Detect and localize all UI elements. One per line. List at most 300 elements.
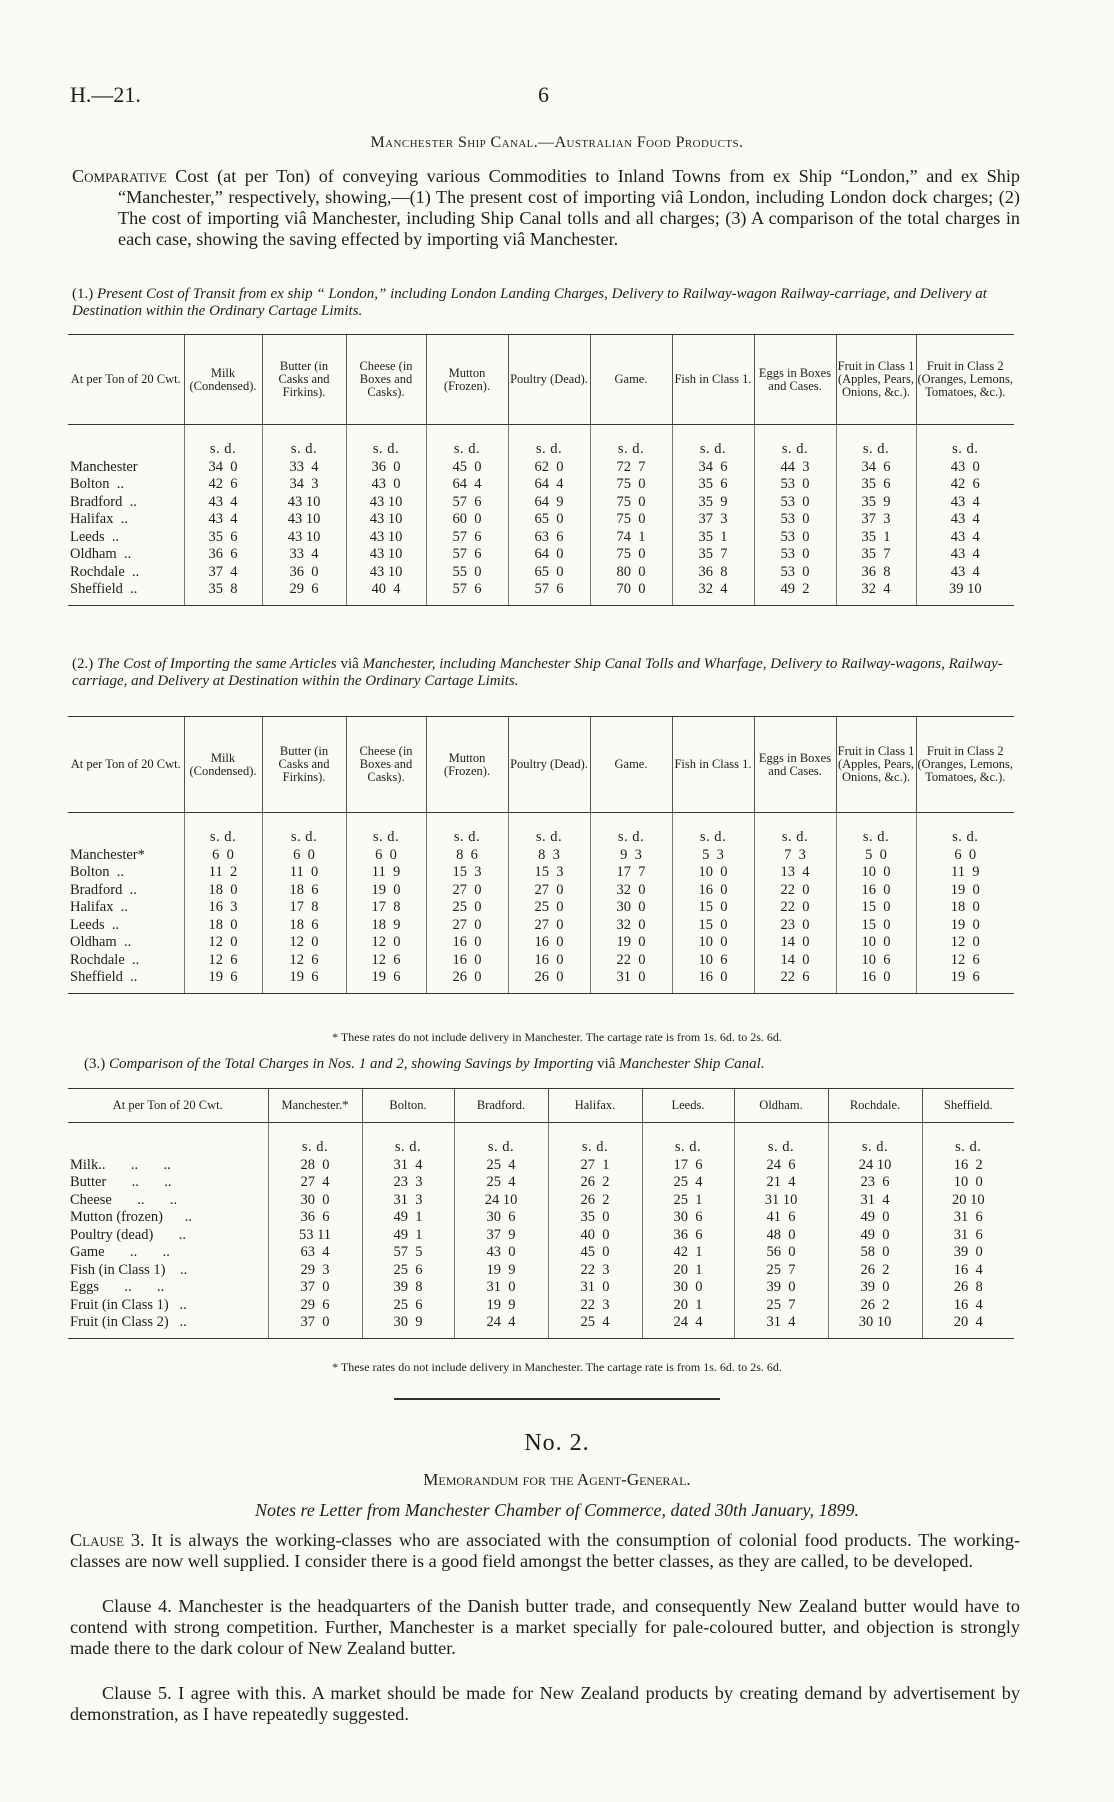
table3-cell: 16 4 <box>922 1297 1014 1315</box>
table3-cell: 23 6 <box>828 1174 922 1192</box>
table1-cell: 36 8 <box>672 564 754 582</box>
table1-cell: 53 0 <box>754 511 836 529</box>
table1-cell: 63 6 <box>508 529 590 547</box>
table2-row-label: Bradford .. <box>70 881 137 898</box>
table3-cell: 24 10 <box>454 1192 548 1210</box>
table1-cell: 57 6 <box>426 529 508 547</box>
table-row <box>68 1244 1014 1262</box>
table2-cell: 17 7 <box>590 864 672 882</box>
table3-unit-cell: s. d. <box>548 1123 642 1157</box>
table2-cell: 19 0 <box>916 917 1014 935</box>
table1-header-2: Butter (in Casks and Firkins). <box>262 335 346 425</box>
table3-cell: 48 0 <box>734 1227 828 1245</box>
table3-cell: 31 3 <box>362 1192 454 1210</box>
table-row <box>68 529 1014 547</box>
table3-header-3: Bradford. <box>454 1089 548 1123</box>
table1-cell: 34 3 <box>262 476 346 494</box>
table1-header-0: At per Ton of 20 Cwt. <box>68 335 184 425</box>
table2-cell: 9 3 <box>590 847 672 865</box>
table2-cell: 14 0 <box>754 934 836 952</box>
table2-cell: 10 0 <box>672 934 754 952</box>
table3-cell: 45 0 <box>548 1244 642 1262</box>
table3-cell: 58 0 <box>828 1244 922 1262</box>
table2-cell: 27 0 <box>426 882 508 900</box>
table3-cell: 37 0 <box>268 1314 362 1338</box>
table1-cell: 45 0 <box>426 459 508 477</box>
table1-cell: 80 0 <box>590 564 672 582</box>
table3-header-0: At per Ton of 20 Cwt. <box>68 1089 268 1123</box>
table2-cell: 7 3 <box>754 847 836 865</box>
table2-cell: 8 6 <box>426 847 508 865</box>
table3-row-label: Cheese .. .. <box>70 1191 178 1208</box>
table-row <box>68 1297 1014 1315</box>
table2-header-3: Cheese (in Boxes and Casks). <box>346 717 426 813</box>
table3-row-label: Milk.. .. .. <box>70 1156 171 1173</box>
clause-3 <box>70 1530 1020 1572</box>
table1-cell: 43 4 <box>916 546 1014 564</box>
table2-cell: 19 0 <box>916 882 1014 900</box>
table3-cell: 31 0 <box>548 1279 642 1297</box>
table3-cell: 16 2 <box>922 1157 1014 1175</box>
table1-cell: 64 4 <box>508 476 590 494</box>
table2-cell: 6 0 <box>184 847 262 865</box>
table3-cell: 63 4 <box>268 1244 362 1262</box>
intro-text: Cost (at per Ton) of conveying various Commodities to Inland Towns from ex Ship “London,” and ex Ship “Manchester,” respectively, showing,—(1) The present cost of importing viâ London, including London dock charges; (2) The cost of importing viâ Manchester, including Ship Canal tolls and all charges; (3) A comparison of the total charges in each case, showing the saving effected by importing viâ Manchester. <box>118 166 1021 249</box>
table1-unit-cell: s. d. <box>184 425 262 459</box>
table2-cell: 15 0 <box>672 917 754 935</box>
table1-unit-cell: s. d. <box>508 425 590 459</box>
table3-cell: 24 10 <box>828 1157 922 1175</box>
table1-cell: 75 0 <box>590 476 672 494</box>
table2-row-label: Oldham .. <box>70 934 132 950</box>
table2-cell: 16 0 <box>672 969 754 993</box>
table3-header-7: Rochdale. <box>828 1089 922 1123</box>
section-heading-no2: No. 2. <box>524 1430 590 1456</box>
table1-unit-cell: s. d. <box>836 425 916 459</box>
table3-cell: 19 9 <box>454 1262 548 1280</box>
table1-cell: 74 1 <box>590 529 672 547</box>
table3-cell: 37 9 <box>454 1227 548 1245</box>
table2-cell: 19 0 <box>346 882 426 900</box>
table3-cell: 25 7 <box>734 1262 828 1280</box>
table-row <box>68 1192 1014 1210</box>
table2-cell: 5 0 <box>836 847 916 865</box>
table2-caption-text-a: The Cost of Importing the same Articles <box>97 656 337 672</box>
table3-unit-cell: s. d. <box>828 1123 922 1157</box>
notes-heading: Notes re Letter from Manchester Chamber of Commerce, dated 30th January, 1899. <box>255 1500 859 1520</box>
table3-cell: 25 6 <box>362 1297 454 1315</box>
clause-4: Clause 4. Manchester is the headquarters of the Danish butter trade, and consequently New Zealand butter would have to contend with strong competition. Further, Manchester is a market specially for pale-coloured butter, and objection is strongly made there to the dark colour of New Zealand butter. <box>70 1596 1020 1658</box>
table2-cell: 15 3 <box>508 864 590 882</box>
table2-cell: 13 4 <box>754 864 836 882</box>
table1-cell: 65 0 <box>508 511 590 529</box>
table1-cell: 35 9 <box>836 494 916 512</box>
table2-unit-cell: s. d. <box>836 813 916 847</box>
table2-cell: 6 0 <box>262 847 346 865</box>
table1-cell: 37 4 <box>184 564 262 582</box>
table1-cell: 43 4 <box>916 564 1014 582</box>
table3-cell: 27 4 <box>268 1174 362 1192</box>
table-row <box>68 511 1014 529</box>
table1-cell: 35 6 <box>672 476 754 494</box>
table3-cell: 53 11 <box>268 1227 362 1245</box>
table1-unit-cell: s. d. <box>426 425 508 459</box>
table2-cell: 10 6 <box>672 952 754 970</box>
table2-cell: 25 0 <box>508 899 590 917</box>
table1-cell: 35 1 <box>836 529 916 547</box>
table3-cell: 29 3 <box>268 1262 362 1280</box>
table1-header-1: Milk (Condensed). <box>184 335 262 425</box>
table2-cell: 19 6 <box>346 969 426 993</box>
table2-cell: 11 9 <box>346 864 426 882</box>
table3-cell: 26 8 <box>922 1279 1014 1297</box>
table1-cell: 43 10 <box>262 494 346 512</box>
table1-header-4: Mutton (Frozen). <box>426 335 508 425</box>
table-present-cost-london <box>68 334 1014 606</box>
table1-cell: 37 3 <box>836 511 916 529</box>
table2-cell: 31 0 <box>590 969 672 993</box>
table2-cell: 27 0 <box>426 917 508 935</box>
table1-row-label: Manchester <box>70 458 138 475</box>
clause-3-lead: Clause <box>70 1530 125 1550</box>
table1-cell: 32 4 <box>672 581 754 605</box>
table1-cell: 53 0 <box>754 546 836 564</box>
table3-unit-cell: s. d. <box>642 1123 734 1157</box>
table2-cell: 16 0 <box>426 952 508 970</box>
table1-header-row <box>68 335 1014 425</box>
table1-cell: 32 4 <box>836 581 916 605</box>
table3-header-1: Manchester.* <box>268 1089 362 1123</box>
table1-cell: 43 10 <box>346 546 426 564</box>
table3-cell: 30 0 <box>642 1279 734 1297</box>
table2-cell: 32 0 <box>590 882 672 900</box>
table2-cell: 12 6 <box>262 952 346 970</box>
table2-cell: 16 3 <box>184 899 262 917</box>
table2-header-5: Poultry (Dead). <box>508 717 590 813</box>
table1-cell: 43 4 <box>916 529 1014 547</box>
table1-cell: 43 10 <box>346 529 426 547</box>
table3-header-5: Leeds. <box>642 1089 734 1123</box>
table-row <box>68 546 1014 564</box>
table1-cell: 75 0 <box>590 546 672 564</box>
table1-header-10: Fruit in Class 2 (Oranges, Lemons, Tomatoes, &c.). <box>916 335 1014 425</box>
table3-cell: 31 4 <box>734 1314 828 1338</box>
table3-cell: 31 10 <box>734 1192 828 1210</box>
table-row <box>68 1174 1014 1192</box>
table2-cell: 16 0 <box>836 882 916 900</box>
table2-caption <box>72 656 1020 690</box>
table2-cell: 12 0 <box>346 934 426 952</box>
table-row <box>68 1227 1014 1245</box>
table3-unit-cell: s. d. <box>454 1123 548 1157</box>
table3-header-4: Halifax. <box>548 1089 642 1123</box>
table3-footnote: * These rates do not include delivery in Manchester. The cartage rate is from 1s. 6d. to 2s. 6d. <box>332 1360 782 1374</box>
table1-row-label: Bradford .. <box>70 493 137 510</box>
table1-header-3: Cheese (in Boxes and Casks). <box>346 335 426 425</box>
table3-cell: 36 6 <box>642 1227 734 1245</box>
table-row <box>68 864 1014 882</box>
table2-unit-cell: s. d. <box>916 813 1014 847</box>
table1-cell: 44 3 <box>754 459 836 477</box>
table3-cell: 26 2 <box>548 1192 642 1210</box>
table3-cell: 49 0 <box>828 1209 922 1227</box>
table1-cell: 42 6 <box>184 476 262 494</box>
table3-row-label: Fruit (in Class 2) .. <box>68 1314 268 1338</box>
table2-cell: 19 0 <box>590 934 672 952</box>
table1-cell: 57 6 <box>426 494 508 512</box>
table1-cell: 57 6 <box>426 581 508 605</box>
table3-cell: 24 4 <box>642 1314 734 1338</box>
table3-cell: 24 4 <box>454 1314 548 1338</box>
table-row <box>68 952 1014 970</box>
table2-cell: 26 0 <box>508 969 590 993</box>
table2-cell: 12 6 <box>184 952 262 970</box>
table2-cell: 19 6 <box>916 969 1014 993</box>
table1-cell: 75 0 <box>590 494 672 512</box>
table2-cell: 8 3 <box>508 847 590 865</box>
memorandum-title: Memorandum for the Agent-General. <box>423 1470 691 1489</box>
table3-row-label: Fruit (in Class 1) .. <box>70 1296 187 1313</box>
table3-caption <box>84 1056 1032 1073</box>
table3-row-label: Poultry (dead) .. <box>70 1226 186 1243</box>
table1-row-label: Halifax .. <box>70 511 128 527</box>
table1-cell: 35 7 <box>672 546 754 564</box>
table1-unit-cell: s. d. <box>754 425 836 459</box>
table1-header-7: Fish in Class 1. <box>672 335 754 425</box>
table3-caption-text-a: Comparison of the Total Charges in Nos. 1 and 2, showing Savings by Importing <box>109 1056 594 1072</box>
table3-cell: 28 0 <box>268 1157 362 1175</box>
table2-cell: 11 9 <box>916 864 1014 882</box>
table3-cell: 27 1 <box>548 1157 642 1175</box>
table2-header-4: Mutton (Frozen). <box>426 717 508 813</box>
table1-unit-cell: s. d. <box>672 425 754 459</box>
table3-cell: 25 4 <box>642 1174 734 1192</box>
table3-cell: 26 2 <box>828 1297 922 1315</box>
table3-cell: 17 6 <box>642 1157 734 1175</box>
table2-cell: 23 0 <box>754 917 836 935</box>
table1-cell: 35 7 <box>836 546 916 564</box>
table2-cell: 12 6 <box>916 952 1014 970</box>
table2-header-6: Game. <box>590 717 672 813</box>
table1-row-label: Leeds .. <box>70 528 120 545</box>
table3-cell: 25 4 <box>454 1157 548 1175</box>
table3-row-label: Mutton (frozen) .. <box>70 1209 193 1225</box>
table2-cell: 16 0 <box>508 952 590 970</box>
table3-cell: 49 1 <box>362 1209 454 1227</box>
section-divider <box>394 1398 720 1400</box>
table3-cell: 16 4 <box>922 1262 1014 1280</box>
table3-cell: 22 3 <box>548 1297 642 1315</box>
table1-cell: 64 4 <box>426 476 508 494</box>
table3-cell: 20 1 <box>642 1262 734 1280</box>
table1-unit-cell: s. d. <box>916 425 1014 459</box>
table-row <box>68 1209 1014 1227</box>
table2-row-label: Sheffield .. <box>68 969 184 993</box>
table2-cell: 16 0 <box>508 934 590 952</box>
table1-cell: 35 8 <box>184 581 262 605</box>
table1-cell: 43 10 <box>346 511 426 529</box>
table3-cell: 31 4 <box>362 1157 454 1175</box>
table2-unit-cell: s. d. <box>426 813 508 847</box>
table2-cell: 12 6 <box>346 952 426 970</box>
table2-cell: 14 0 <box>754 952 836 970</box>
table3-cell: 20 4 <box>922 1314 1014 1338</box>
table2-cell: 10 0 <box>672 864 754 882</box>
table3-cell: 22 3 <box>548 1262 642 1280</box>
table2-cell: 26 0 <box>426 969 508 993</box>
table3-cell: 36 6 <box>268 1209 362 1227</box>
table-row <box>68 564 1014 582</box>
table2-cell: 27 0 <box>508 882 590 900</box>
table-row <box>68 476 1014 494</box>
table3-cell: 25 1 <box>642 1192 734 1210</box>
table2-units-row <box>68 813 1014 847</box>
table-row <box>68 934 1014 952</box>
table3-cell: 40 0 <box>548 1227 642 1245</box>
table2-unit-cell: s. d. <box>262 813 346 847</box>
table1-cell: 34 0 <box>184 459 262 477</box>
table1-cell: 43 10 <box>346 494 426 512</box>
table2-cell: 15 3 <box>426 864 508 882</box>
table1-header-5: Poultry (Dead). <box>508 335 590 425</box>
table2-unit-cell: s. d. <box>184 813 262 847</box>
table1-cell: 43 4 <box>916 494 1014 512</box>
clause-5: Clause 5. I agree with this. A market should be made for New Zealand products by creating demand by advertisement by demonstration, as I have repeatedly suggested. <box>70 1683 1020 1724</box>
table2-cell: 30 0 <box>590 899 672 917</box>
table2-cell: 12 0 <box>262 934 346 952</box>
table1-cell: 43 4 <box>184 511 262 529</box>
table3-cell: 21 4 <box>734 1174 828 1192</box>
table2-cell: 16 0 <box>672 882 754 900</box>
table1-cell: 70 0 <box>590 581 672 605</box>
table2-unit-cell: s. d. <box>508 813 590 847</box>
table3-unit-cell: s. d. <box>922 1123 1014 1157</box>
table3-cell: 25 4 <box>454 1174 548 1192</box>
table3-cell: 41 6 <box>734 1209 828 1227</box>
table1-cell: 64 0 <box>508 546 590 564</box>
table-row <box>68 1279 1014 1297</box>
table3-caption-number: (3.) <box>84 1056 106 1072</box>
table1-unit-cell: s. d. <box>262 425 346 459</box>
table3-row-label: Fish (in Class 1) .. <box>70 1261 188 1278</box>
table-cost-via-manchester <box>68 716 1014 994</box>
table2-cell: 22 0 <box>754 899 836 917</box>
table2-cell: 32 0 <box>590 917 672 935</box>
table3-cell: 42 1 <box>642 1244 734 1262</box>
table2-header-7: Fish in Class 1. <box>672 717 754 813</box>
table2-header-9: Fruit in Class 1 (Apples, Pears, Onions, &c.). <box>836 717 916 813</box>
table1-cell: 43 0 <box>346 476 426 494</box>
table1-cell: 55 0 <box>426 564 508 582</box>
table2-cell: 11 2 <box>184 864 262 882</box>
table3-cell: 19 9 <box>454 1297 548 1315</box>
table1-cell: 33 4 <box>262 546 346 564</box>
table3-caption-text-b: Manchester Ship Canal. <box>619 1056 765 1072</box>
table2-cell: 18 9 <box>346 917 426 935</box>
table1-cell: 60 0 <box>426 511 508 529</box>
table-row <box>68 899 1014 917</box>
table1-cell: 39 10 <box>916 581 1014 605</box>
table2-unit-cell <box>68 813 184 847</box>
table1-cell: 43 10 <box>262 529 346 547</box>
table2-unit-cell: s. d. <box>754 813 836 847</box>
table2-cell: 18 0 <box>184 882 262 900</box>
table2-row-label: Manchester* <box>70 846 145 863</box>
table-row <box>68 969 1014 993</box>
table1-cell: 43 4 <box>916 511 1014 529</box>
table3-header-6: Oldham. <box>734 1089 828 1123</box>
table1-cell: 42 6 <box>916 476 1014 494</box>
table2-cell: 10 0 <box>836 864 916 882</box>
table2-cell: 12 0 <box>184 934 262 952</box>
table-row <box>68 1157 1014 1175</box>
table2-cell: 16 0 <box>836 969 916 993</box>
clause-3-text: 3. It is always the working-classes who are associated with the consumption of colonial food products. The working-classes are now well supplied. I consider there is a good field amongst the better classes, as they are called, to be developed. <box>70 1530 1021 1571</box>
table-row <box>68 917 1014 935</box>
table3-cell: 39 8 <box>362 1279 454 1297</box>
table2-cell: 18 0 <box>184 917 262 935</box>
table1-header-8: Eggs in Boxes and Cases. <box>754 335 836 425</box>
table1-cell: 35 9 <box>672 494 754 512</box>
table2-cell: 15 0 <box>836 917 916 935</box>
table2-cell: 18 6 <box>262 917 346 935</box>
table-row <box>68 847 1014 865</box>
table3-cell: 56 0 <box>734 1244 828 1262</box>
table-row <box>68 459 1014 477</box>
table2-header-2: Butter (in Casks and Firkins). <box>262 717 346 813</box>
table3-cell: 20 10 <box>922 1192 1014 1210</box>
intro-paragraph <box>72 166 1020 250</box>
table3-cell: 39 0 <box>828 1279 922 1297</box>
table1-unit-cell: s. d. <box>346 425 426 459</box>
table1-cell: 65 0 <box>508 564 590 582</box>
table1-cell: 36 6 <box>184 546 262 564</box>
table3-cell: 31 0 <box>454 1279 548 1297</box>
table-row <box>68 882 1014 900</box>
table2-unit-cell: s. d. <box>672 813 754 847</box>
table2-header-1: Milk (Condensed). <box>184 717 262 813</box>
table1-cell: 43 0 <box>916 459 1014 477</box>
table3-header-2: Bolton. <box>362 1089 454 1123</box>
table2-cell: 15 0 <box>836 899 916 917</box>
table1-row-label: Bolton .. <box>70 476 124 492</box>
table2-header-10: Fruit in Class 2 (Oranges, Lemons, Tomatoes, &c.). <box>916 717 1014 813</box>
table1-row-label: Sheffield .. <box>68 581 184 605</box>
table1-row-label: Rochdale .. <box>70 563 140 580</box>
table3-cell: 26 2 <box>828 1262 922 1280</box>
table2-cell: 10 6 <box>836 952 916 970</box>
table2-cell: 27 0 <box>508 917 590 935</box>
table1-cell: 34 6 <box>672 459 754 477</box>
table2-unit-cell: s. d. <box>346 813 426 847</box>
table2-cell: 11 0 <box>262 864 346 882</box>
table2-row-label: Bolton .. <box>70 864 124 880</box>
table1-cell: 53 0 <box>754 529 836 547</box>
table2-cell: 19 6 <box>184 969 262 993</box>
table2-unit-cell: s. d. <box>590 813 672 847</box>
table3-cell: 30 10 <box>828 1314 922 1338</box>
table1-cell: 36 0 <box>346 459 426 477</box>
table1-unit-cell: s. d. <box>590 425 672 459</box>
table2-cell: 18 0 <box>916 899 1014 917</box>
table2-caption-text-b: Manchester, including Manchester Ship Canal Tolls and Wharfage, Delivery to Railway-wagons, Railway-carriage, and Delivery at Destination within the Ordinary Cartage Limits. <box>72 656 1003 689</box>
table3-cell: 30 6 <box>454 1209 548 1227</box>
table3-cell: 26 2 <box>548 1174 642 1192</box>
table1-cell: 36 0 <box>262 564 346 582</box>
table1-caption <box>72 286 1020 320</box>
table2-row-label: Leeds .. <box>70 916 120 933</box>
table3-cell: 30 9 <box>362 1314 454 1338</box>
